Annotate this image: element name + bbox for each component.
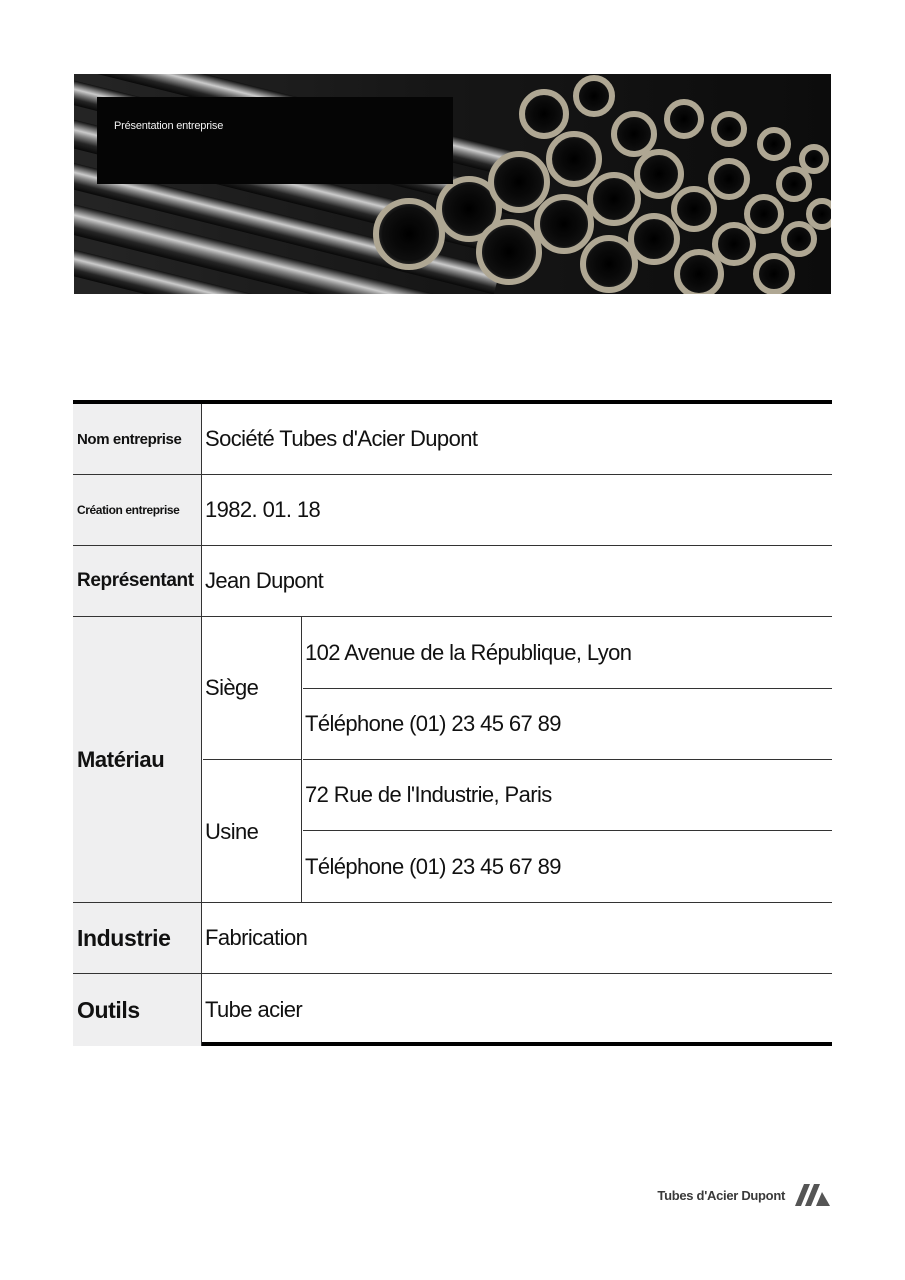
footer-brand-name: Tubes d'Acier Dupont <box>657 1187 785 1203</box>
site-phone-factory: Téléphone (01) 23 45 67 89 <box>305 854 561 879</box>
header-banner <box>74 74 831 294</box>
footer-brand <box>657 1180 831 1210</box>
creation-label: Création entreprise <box>73 475 202 545</box>
table-row-material <box>73 617 832 903</box>
representative-label: Représentant <box>73 546 202 616</box>
table-row-tools <box>73 974 832 1046</box>
site-name-factory: Usine <box>203 760 302 903</box>
company-name-value: Société Tubes d'Acier Dupont <box>205 426 478 451</box>
table-row-representative <box>73 546 832 617</box>
industry-label: Industrie <box>73 903 202 973</box>
table-row-industry <box>73 903 832 974</box>
company-name-label: Nom entreprise <box>73 404 202 474</box>
tools-label: Outils <box>73 974 202 1046</box>
site-name-headquarters: Siège <box>203 617 302 760</box>
company-info-table <box>73 400 832 1046</box>
representative-value: Jean Dupont <box>205 568 324 593</box>
banner-title-box <box>97 97 453 184</box>
tools-value: Tube acier <box>205 997 303 1022</box>
material-label: Matériau <box>73 617 202 902</box>
creation-value: 1982. 01. 18 <box>205 497 321 522</box>
table-row-creation <box>73 475 832 546</box>
brand-logo-icon <box>793 1182 831 1208</box>
industry-value: Fabrication <box>205 925 308 950</box>
site-address-factory: 72 Rue de l'Industrie, Paris <box>303 760 832 831</box>
banner-title: Présentation entreprise <box>114 120 224 132</box>
site-address-headquarters: 102 Avenue de la République, Lyon <box>303 617 832 689</box>
table-row-company-name <box>73 404 832 475</box>
site-phone-headquarters: Téléphone (01) 23 45 67 89 <box>303 689 832 760</box>
